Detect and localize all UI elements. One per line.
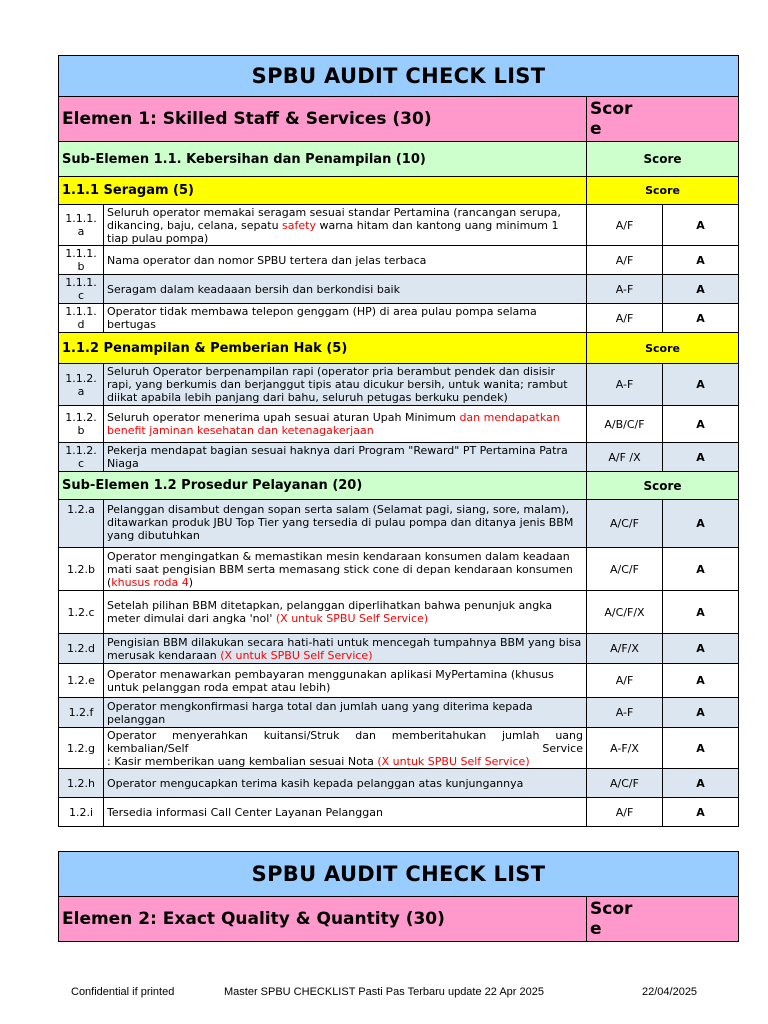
description-highlight: dan mendapatkan benefit jaminan kesehatan dan ketenagakerjaan xyxy=(107,411,560,437)
description-text: Setelah pilihan BBM ditetapkan, pelanggan diperlihatkan bahwa penunjuk angka meter dimulai dari angka 'nol' xyxy=(107,599,553,625)
item-number-part: 1.2.e xyxy=(67,674,95,687)
description-text: Seluruh Operator berpenampilan rapi (operator pria berambut pendek dan disisir rapi, yang berkumis dan berjanggut tipis atau dicukur bersih, untuk wanita; rambut diikat apabila lebih panjang dari bahu, seluruh petugas berkuku pendek) xyxy=(107,365,568,404)
score-options: A/C/F xyxy=(587,548,663,591)
footer-date: 22/04/2025 xyxy=(642,986,698,998)
score-line-1: Scor xyxy=(590,899,633,919)
elemen-row xyxy=(59,97,739,142)
section-score: Score xyxy=(587,177,739,205)
score-value: A xyxy=(663,664,739,698)
item-number xyxy=(59,634,104,664)
item-number xyxy=(59,275,104,304)
item-number-part: 1.2.c xyxy=(67,605,95,619)
score-value: A xyxy=(663,304,739,333)
item-number-part: 1.1.1. xyxy=(65,305,97,318)
item-number-part: a xyxy=(77,225,85,238)
section-row xyxy=(59,333,739,364)
item-description xyxy=(104,664,587,698)
item-number-part: d xyxy=(77,318,85,331)
item-number xyxy=(59,698,104,728)
sub-elemen-title: Sub-Elemen 1.2 Prosedur Pelayanan (20) xyxy=(59,472,587,500)
description-highlight: khusus roda 4 xyxy=(111,575,189,589)
description-text: Pengisian BBM dilakukan secara hati-hati untuk mencegah tumpahnya BBM yang bisa merusak kendaraan xyxy=(107,635,582,662)
item-description xyxy=(104,698,587,728)
score-options: A-F/X xyxy=(587,728,663,769)
sub-elemen-row xyxy=(59,142,739,177)
elemen-score-header xyxy=(587,897,739,942)
description-text: Tersedia informasi Call Center Layanan Pelanggan xyxy=(107,805,383,819)
item-number-part: 1.1.1. xyxy=(65,247,97,260)
description-line-2: : Kasir memberikan uang kembalian sesuai Nota xyxy=(107,754,378,768)
checklist-row xyxy=(59,205,739,246)
description-text: Operator menyerahkan kuitansi/Struk dan memberitahukan jumlah uang kembalian/Self Service xyxy=(107,728,583,755)
score-options: A/F/X xyxy=(587,634,663,664)
section-title: 1.1.1 Seragam (5) xyxy=(59,177,587,205)
description-text: Nama operator dan nomor SPBU tertera dan jelas terbaca xyxy=(107,253,427,267)
item-number-part: 1.2.i xyxy=(68,805,94,819)
description-text: Pekerja mendapat bagian sesuai haknya dari Program "Reward" PT Pertamina Patra Niaga xyxy=(107,444,568,470)
checklist-row xyxy=(59,500,739,548)
description-highlight: (X untuk SPBU Self Service) xyxy=(377,754,530,768)
item-number xyxy=(59,304,104,333)
item-number-part: c xyxy=(77,457,85,470)
item-number xyxy=(59,364,104,406)
item-description xyxy=(104,634,587,664)
score-options: A/C/F/X xyxy=(587,591,663,634)
section-title: 1.1.2 Penampilan & Pemberian Hak (5) xyxy=(59,333,587,364)
item-number xyxy=(59,591,104,634)
checklist-row xyxy=(59,664,739,698)
item-number-part: 1.2.a xyxy=(67,503,95,516)
elemen-title: Elemen 2: Exact Quality & Quantity (30) xyxy=(59,897,587,942)
score-options: A/F xyxy=(587,304,663,333)
item-number xyxy=(59,548,104,591)
item-description xyxy=(104,591,587,634)
item-number xyxy=(59,798,104,827)
score-value: A xyxy=(663,548,739,591)
elemen-score-header xyxy=(587,97,739,142)
item-number-part: a xyxy=(77,384,85,398)
score-value: A xyxy=(663,591,739,634)
item-number xyxy=(59,246,104,275)
score-options: A/C/F xyxy=(587,500,663,548)
item-number-part: 1.1.1. xyxy=(65,276,97,289)
item-number-part: 1.2.f xyxy=(68,706,94,719)
description-text-end: warna hitam dan kantong uang minimum 1 tiap pulau pompa) xyxy=(107,218,559,245)
item-number-part: b xyxy=(77,424,85,437)
score-value: A xyxy=(663,406,739,443)
checklist-row xyxy=(59,246,739,275)
sub-elemen-score: Score xyxy=(587,142,739,177)
item-description xyxy=(104,364,587,406)
checklist-row xyxy=(59,406,739,443)
score-value: A xyxy=(663,698,739,728)
score-options: A-F xyxy=(587,698,663,728)
item-number xyxy=(59,406,104,443)
title-row xyxy=(59,852,739,897)
elemen-row xyxy=(59,897,739,942)
page-title: SPBU AUDIT CHECK LIST xyxy=(59,56,739,97)
footer-document-name: Master SPBU CHECKLIST Pasti Pas Terbaru update 22 Apr 2025 xyxy=(224,986,544,998)
title-row xyxy=(59,56,739,97)
score-options: A/F xyxy=(587,798,663,827)
section-112-rows xyxy=(59,364,739,472)
section-row xyxy=(59,177,739,205)
checklist-row xyxy=(59,591,739,634)
item-description xyxy=(104,798,587,827)
item-description xyxy=(104,246,587,275)
score-value: A xyxy=(663,500,739,548)
score-value: A xyxy=(663,634,739,664)
footer-confidential: Confidential if printed xyxy=(71,986,175,998)
elemen-title: Elemen 1: Skilled Staff & Services (30) xyxy=(59,97,587,142)
checklist-row xyxy=(59,634,739,664)
score-options: A/C/F xyxy=(587,769,663,798)
item-number xyxy=(59,769,104,798)
page-title: SPBU AUDIT CHECK LIST xyxy=(59,852,739,897)
section-111-rows xyxy=(59,205,739,333)
score-options: A/B/C/F xyxy=(587,406,663,443)
checklist-row xyxy=(59,364,739,406)
item-number-part: 1.2.h xyxy=(67,776,95,790)
description-text: Seluruh operator memakai seragam sesuai standar Pertamina (rancangan serupa, dikancing, baju, celana, sepatu xyxy=(107,205,561,232)
score-value: A xyxy=(663,769,739,798)
description-text: Seragam dalam keadaaan bersih dan berkondisi baik xyxy=(107,282,400,296)
item-description xyxy=(104,205,587,246)
checklist-row xyxy=(59,769,739,798)
checklist-row xyxy=(59,728,739,769)
description-text: Pelanggan disambut dengan sopan serta salam (Selamat pagi, siang, sore, malam), ditawarkan produk JBU Top Tier yang tersedia di pulau pompa dan ditanya jenis BBM yang dibutuhkan xyxy=(107,503,574,542)
score-value: A xyxy=(663,275,739,304)
item-number-part: 1.1.2. xyxy=(65,371,97,385)
sub-elemen-title: Sub-Elemen 1.1. Kebersihan dan Penampilan (10) xyxy=(59,142,587,177)
score-value: A xyxy=(663,798,739,827)
item-number xyxy=(59,205,104,246)
item-number-part: 1.1.2. xyxy=(65,444,97,457)
score-options: A/F xyxy=(587,246,663,275)
checklist-row xyxy=(59,443,739,472)
score-options: A-F xyxy=(587,364,663,406)
description-highlight: (X untuk SPBU Self Service) xyxy=(220,648,373,662)
checklist-row xyxy=(59,798,739,827)
score-options: A/F xyxy=(587,205,663,246)
section-score: Score xyxy=(587,333,739,364)
item-number-part: 1.2.d xyxy=(67,642,95,655)
description-text: Seluruh operator menerima upah sesuai aturan Upah Minimum xyxy=(107,411,460,424)
checklist-row xyxy=(59,304,739,333)
checklist-row xyxy=(59,548,739,591)
score-line-2: e xyxy=(590,119,602,139)
score-options: A-F xyxy=(587,275,663,304)
item-description xyxy=(104,548,587,591)
item-description xyxy=(104,728,587,769)
sub-elemen-row xyxy=(59,472,739,500)
score-value: A xyxy=(663,246,739,275)
item-number-part: b xyxy=(77,260,85,273)
item-number xyxy=(59,728,104,769)
item-description xyxy=(104,275,587,304)
description-text: Operator mengingatkan & memastikan mesin kendaraan konsumen dalam keadaan mati saat pengisian BBM serta memasang stick cone di depan kendaraan konsumen ( xyxy=(107,549,573,589)
item-number-part: 1.1.1. xyxy=(65,212,97,225)
sub-elemen-12-rows xyxy=(59,500,739,827)
item-description xyxy=(104,769,587,798)
description-text-end: ) xyxy=(188,575,194,589)
item-description xyxy=(104,406,587,443)
item-number xyxy=(59,664,104,698)
item-number-part: c xyxy=(77,289,85,302)
checklist-table xyxy=(58,55,739,827)
item-number-part: 1.1.2. xyxy=(65,411,97,424)
description-highlight: (X untuk SPBU Self Service) xyxy=(275,612,429,625)
description-text: Operator tidak membawa telepon genggam (HP) di area pulau pompa selama bertugas xyxy=(107,305,537,331)
score-line-1: Scor xyxy=(590,99,633,119)
description-text: Operator mengucapkan terima kasih kepada pelanggan atas kunjungannya xyxy=(107,776,524,790)
item-number-part: 1.2.b xyxy=(67,562,95,576)
item-description xyxy=(104,443,587,472)
score-value: A xyxy=(663,205,739,246)
description-text: Operator mengkonfirmasi harga total dan jumlah uang yang diterima kepada pelanggan xyxy=(107,699,533,726)
checklist-row xyxy=(59,698,739,728)
item-number xyxy=(59,500,104,548)
item-description xyxy=(104,304,587,333)
score-value: A xyxy=(663,443,739,472)
description-highlight: safety xyxy=(282,218,316,232)
score-options: A/F xyxy=(587,664,663,698)
sub-elemen-score: Score xyxy=(587,472,739,500)
checklist-row xyxy=(59,275,739,304)
item-number xyxy=(59,443,104,472)
score-value: A xyxy=(663,728,739,769)
item-number-part: 1.2.g xyxy=(67,741,95,755)
score-line-2: e xyxy=(590,919,602,939)
item-description xyxy=(104,500,587,548)
description-text: Operator menawarkan pembayaran menggunakan aplikasi MyPertamina (khusus untuk pelanggan roda empat atau lebih) xyxy=(107,667,554,694)
checklist-table-2 xyxy=(58,851,739,942)
score-value: A xyxy=(663,364,739,406)
score-options: A/F /X xyxy=(587,443,663,472)
